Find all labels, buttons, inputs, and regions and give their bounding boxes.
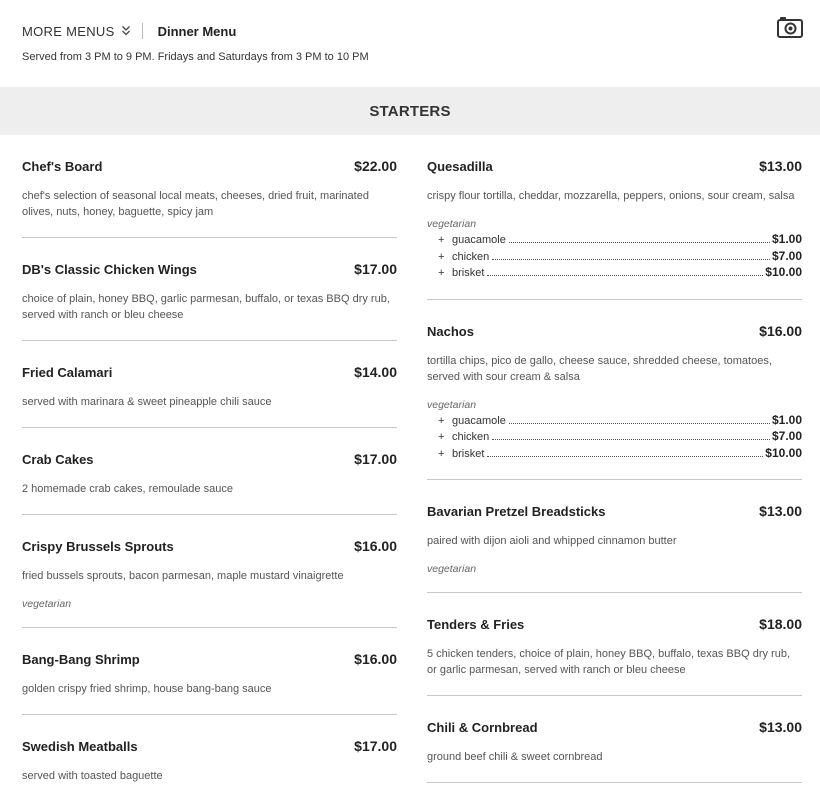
plus-icon: + [438,250,445,263]
menu-item-price: $17.00 [354,261,397,277]
menu-item-header [22,651,397,667]
dot-leader [492,439,770,440]
more-menus-label: MORE MENUS [22,23,115,39]
dietary-tag: vegetarian [427,398,477,411]
menu-item-header [427,323,802,339]
plus-icon: + [438,431,445,443]
addon-row [427,265,802,282]
menu-item [22,628,397,715]
menu-item [427,135,802,300]
menu-item-price: $13.00 [759,719,802,735]
addon-row [427,413,802,430]
menu-item-name: Tenders & Fries [427,617,525,632]
menu-item-description: ground beef chili & sweet cornbread [427,751,603,763]
section-header [0,87,820,135]
addon-name: brisket [452,267,485,279]
menu-column-right [427,135,802,783]
dietary-tag: vegetarian [427,563,477,575]
addon-name: chicken [452,431,490,443]
addon-row [427,446,802,463]
menu-item-header [427,158,802,174]
current-menu-name: Dinner Menu [157,23,237,39]
addon-name: brisket [452,447,485,460]
menu-item-price: $16.00 [354,538,397,554]
menu-item-description: served with toasted baguette [22,770,163,782]
menu-item-description: paired with dijon aioli and whipped cinnamon butter [427,535,677,547]
menu-item-description: crispy flour tortilla, cheddar, mozzarella, peppers, onions, sour cream, salsa [427,190,795,202]
menu-item-price: $16.00 [354,651,397,667]
served-hours-text: Served from 3 PM to 9 PM. Fridays and Saturdays from 3 PM to 10 PM [22,51,369,63]
menu-item-header [22,538,397,554]
addon-price: $7.00 [771,429,802,443]
menu-item-price: $14.00 [354,364,397,380]
menu-item-description: 2 homemade crab cakes, remoulade sauce [22,483,233,495]
more-menus-button[interactable] [22,24,131,39]
menu-item-header [22,261,397,277]
menu-item [427,300,802,481]
menu-item [22,135,397,238]
dietary-tag: vegetarian [427,218,477,230]
plus-icon: + [438,447,445,460]
plus-icon: + [438,267,445,279]
menu-item-name: Crab Cakes [22,452,94,467]
menu-item [22,515,397,628]
menu-item-name: Quesadilla [427,159,493,174]
menu-item [22,715,397,801]
menu-column-left [22,135,397,801]
menu-item-description: served with marinara & sweet pineapple chili sauce [22,396,272,408]
menu-item [22,238,397,341]
menu-item-header [22,738,397,754]
dot-leader [509,242,770,243]
menu-item-name: Chef's Board [22,159,103,174]
menu-item-price: $13.00 [759,503,802,519]
section-title: STARTERS [369,102,451,120]
plus-icon: + [438,414,445,427]
dot-leader [487,275,763,276]
menu-item [427,480,802,593]
dot-leader [487,456,763,457]
menu-item-price: $18.00 [759,616,802,632]
menu-item-description: 5 chicken tenders, choice of plain, honey BBQ, buffalo, texas BBQ dry rub, or garlic parmesan, served with ranch or bleu cheese [427,648,790,676]
menu-item-description: chef's selection of seasonal local meats, cheeses, dried fruit, marinated olives, nuts, honey, baguette, spicy jam [22,190,369,218]
menu-item-price: $13.00 [759,158,802,174]
menu-item-header [427,503,802,519]
addon-row [427,232,802,249]
menu-item-price: $22.00 [354,158,397,174]
addon-name: guacamole [452,414,506,427]
dietary-tag: vegetarian [22,598,72,610]
menu-item-name: DB's Classic Chicken Wings [22,262,197,277]
menu-item [22,428,397,515]
menu-item-description: tortilla chips, pico de gallo, cheese sauce, shredded cheese, tomatoes, served with sour cream & salsa [427,354,772,383]
addon-price: $1.00 [771,232,802,246]
menu-item-price: $17.00 [354,738,397,754]
plus-icon: + [438,234,445,246]
menu-item-price: $16.00 [759,322,802,339]
menu-item-name: Swedish Meatballs [22,739,138,754]
addon-price: $10.00 [765,445,802,460]
chevron-double-down-icon [121,25,131,37]
menu-item [427,696,802,783]
menu-item-header [427,616,802,632]
menu-item-name: Bang-Bang Shrimp [22,652,140,667]
menu-item-header [427,719,802,735]
menu-item-header [22,158,397,174]
menu-item [427,593,802,696]
menu-item-name: Crispy Brussels Sprouts [22,539,174,554]
addon-price: $7.00 [771,248,802,263]
addon-price: $10.00 [765,265,802,279]
addon-name: guacamole [452,234,506,246]
menu-item-price: $17.00 [354,451,397,467]
menu-item-name: Bavarian Pretzel Breadsticks [427,504,606,519]
addon-price: $1.00 [771,412,802,427]
menu-item-name: Fried Calamari [22,365,113,380]
top-bar [22,20,236,42]
menu-item-header [22,364,397,380]
addon-list [427,232,802,282]
menu-item-description: golden crispy fried shrimp, house bang-bang sauce [22,683,272,695]
dot-leader [509,423,770,424]
addon-row [427,429,802,446]
divider [142,23,143,39]
menu-item-header [22,451,397,467]
menu-item-description: choice of plain, honey BBQ, garlic parmesan, buffalo, or texas BBQ dry rub, served with ranch or bleu cheese [22,293,390,321]
addon-row [427,249,802,266]
dot-leader [492,259,770,260]
menu-item [22,341,397,428]
menu-item-description: fried bussels sprouts, bacon parmesan, maple mustard vinaigrette [22,570,344,582]
addon-list [427,413,802,463]
menu-item-name: Chili & Cornbread [427,720,538,735]
addon-name: chicken [452,250,490,263]
menu-item-name: Nachos [427,323,474,339]
camera-icon[interactable] [777,16,803,38]
